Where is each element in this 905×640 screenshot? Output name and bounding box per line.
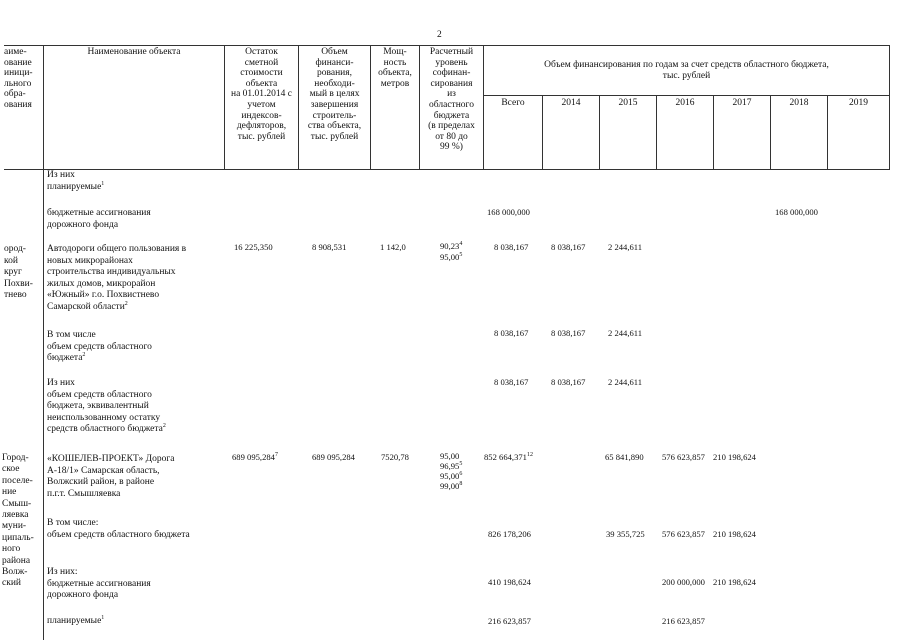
value-total: 410 198,624 bbox=[488, 577, 531, 587]
value-2017: 210 198,624 bbox=[713, 452, 756, 462]
header-capacity: Мощ- ность объекта, метров bbox=[378, 47, 412, 89]
value-2015: 2 244,611 bbox=[608, 377, 643, 387]
value-2016: 200 000,000 bbox=[662, 577, 705, 587]
value-capacity: 7520,78 bbox=[381, 452, 409, 462]
value-2014: 8 038,167 bbox=[551, 242, 586, 252]
value-total: 8 038,167 bbox=[494, 242, 529, 252]
page-number: 2 bbox=[437, 30, 442, 40]
value-2016: 576 623,857 bbox=[662, 529, 705, 539]
header-year-2017: 2017 bbox=[732, 98, 752, 108]
value-financing-volume: 689 095,284 bbox=[312, 452, 355, 462]
value-2014: 8 038,167 bbox=[551, 377, 586, 387]
value-total: 852 664,371$^{12}$ bbox=[484, 452, 533, 462]
value-2015: 39 355,725 bbox=[606, 529, 645, 539]
value-remaining-cost: 689 095,284$^7$ bbox=[232, 452, 278, 462]
value-2016: 576 623,857 bbox=[662, 452, 705, 462]
row-name: Из них: бюджетные ассигнования дорожного фонда bbox=[47, 567, 151, 600]
value-cofinancing-level: 90,23$^4$ 95,00$^5$ bbox=[440, 241, 463, 262]
value-total: 8 038,167 bbox=[494, 377, 529, 387]
value-total: 8 038,167 bbox=[494, 328, 529, 338]
value-capacity: 1 142,0 bbox=[380, 242, 406, 252]
value-cofinancing-level: 95,00 96,95$^5$ 95,00$^6$ 99,00$^8$ bbox=[440, 451, 463, 491]
header-cofinancing-level: Расчетный уровень софинан- сирования из областного бюджета (в пределах от 80 до 99 %) bbox=[428, 47, 475, 153]
row-name: В том числе объем средств областного бюджета bbox=[47, 330, 152, 363]
row-name: планируемые bbox=[47, 616, 102, 626]
value-financing-volume: 8 908,531 bbox=[312, 242, 347, 252]
header-year-2019: 2019 bbox=[849, 98, 868, 108]
footnote-ref: 2 bbox=[124, 300, 128, 307]
value-total: 168 000,000 bbox=[487, 207, 530, 217]
row-name: В том числе: объем средств областного бюджета bbox=[47, 518, 190, 540]
value-2016: 216 623,857 bbox=[662, 616, 705, 626]
value-2017: 210 198,624 bbox=[713, 577, 756, 587]
header-year-2014: 2014 bbox=[561, 98, 581, 108]
row-name: Из них планируемые bbox=[47, 170, 102, 192]
row-name: Автодороги общего пользования в новых микрорайонах строительства индивидуальных жилых домов, микрорайон «Южный» г.о. Похвистнево Самарской области bbox=[47, 244, 187, 312]
header-object-name: Наименование объекта bbox=[87, 47, 181, 57]
header-financing-volume: Объем финанси- рования, необходи- мый в целях завершения строитель- ства объекта, тыс. рублей bbox=[307, 47, 362, 142]
row-name: «КОШЕЛЕВ-ПРОЕКТ» Дорога А-18/1» Самарская область, Волжский район, в районе п.г.т. Смышляевка bbox=[47, 454, 175, 499]
value-2014: 8 038,167 bbox=[551, 328, 586, 338]
municipality-pokhvistnevo: ород- кой круг Похви- тнево bbox=[4, 244, 33, 300]
table-row bbox=[47, 170, 222, 193]
table-row bbox=[47, 616, 222, 628]
value-2015: 65 841,890 bbox=[605, 452, 644, 462]
table-row bbox=[47, 378, 222, 436]
header-remaining-cost: Остаток сметной стоимости объекта на 01.01.2014 с учетом индексов- дефляторов, тыс. рублей bbox=[230, 47, 293, 142]
header-year-total: Всего bbox=[501, 98, 525, 108]
header-year-2018: 2018 bbox=[789, 98, 809, 108]
municipality-smyshlyaevka: Город- ское поселе- ние Смыш- ляевка муни- ципаль- ного района Волж- ский bbox=[2, 453, 34, 589]
header-year-2015: 2015 bbox=[618, 98, 638, 108]
value-total: 216 623,857 bbox=[488, 616, 531, 626]
row-name: Из них объем средств областного бюджета, эквивалентный неиспользованному остатку средств областного бюджета bbox=[47, 378, 163, 434]
header-year-2016: 2016 bbox=[675, 98, 695, 108]
value-2015: 2 244,611 bbox=[608, 328, 643, 338]
footnote-ref: 2 bbox=[82, 351, 86, 358]
footnote-ref: 1 bbox=[101, 614, 105, 621]
header-municipality: аиме- ование иници- льного обра- ования bbox=[4, 47, 33, 110]
value-2017: 210 198,624 bbox=[713, 529, 756, 539]
value-remaining-cost: 16 225,350 bbox=[234, 242, 273, 252]
footnote-ref: 2 bbox=[162, 422, 166, 429]
value-total: 826 178,206 bbox=[488, 529, 531, 539]
value-2015: 2 244,611 bbox=[608, 242, 643, 252]
table-row bbox=[47, 244, 222, 313]
footnote-ref: 1 bbox=[101, 180, 105, 187]
table-row bbox=[47, 330, 222, 365]
header-financing-group: Объем финансирования по годам за счет средств областного бюджета, тыс. рублей bbox=[544, 60, 829, 81]
row-name: бюджетные ассигнования дорожного фонда bbox=[47, 208, 151, 230]
value-2018: 168 000,000 bbox=[775, 207, 818, 217]
